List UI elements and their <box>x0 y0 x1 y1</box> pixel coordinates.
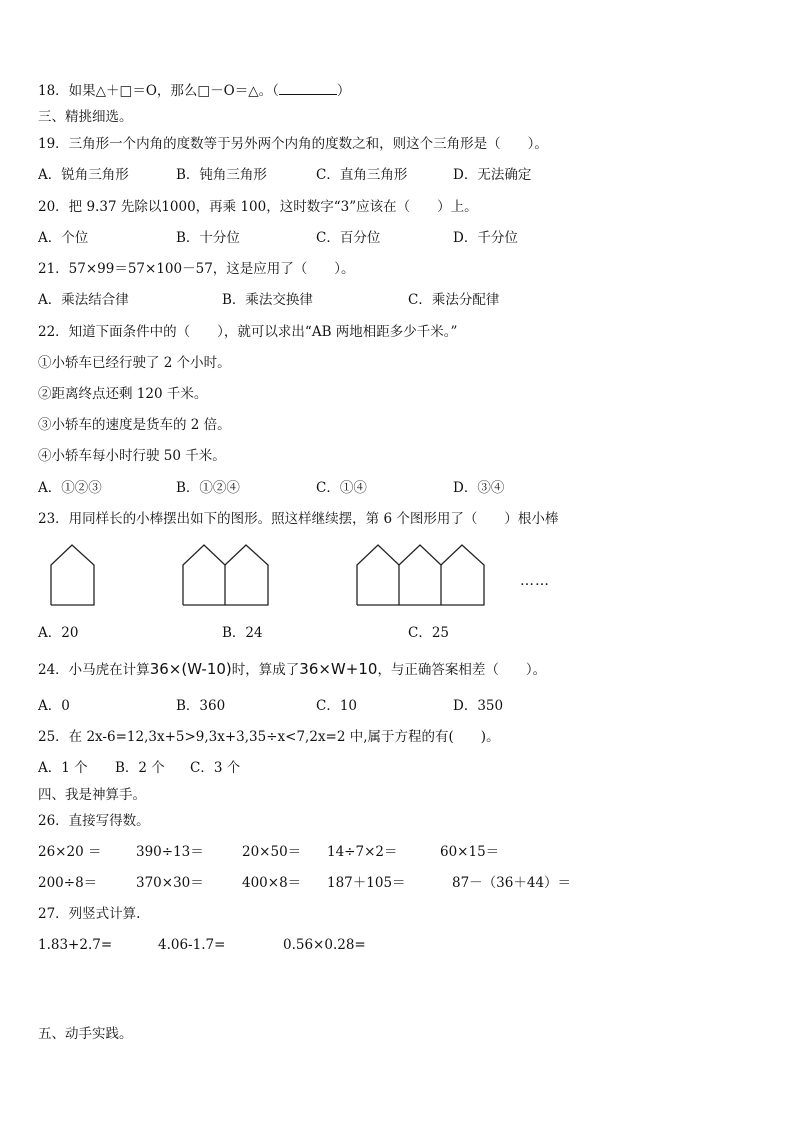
option-b: B．2 个 <box>115 760 165 776</box>
calc-item: 87－（36＋44）＝ <box>452 875 572 891</box>
calc-item: 187＋105＝ <box>327 875 406 891</box>
question-18-text: 18．如果△＋□＝O，那么□－O＝△。（ <box>38 83 279 99</box>
option-d: D．③④ <box>453 480 505 496</box>
calc-item: 26×20 ＝ <box>38 844 102 860</box>
house-figure-1 <box>50 543 96 607</box>
section-heading-5: 五、动手实践。 <box>38 1026 133 1042</box>
option-b: B．十分位 <box>176 230 240 246</box>
condition-2: ②距离终点还剩 120 千米。 <box>38 386 208 402</box>
option-b: B．360 <box>176 698 226 714</box>
option-b: B．①②④ <box>176 480 240 496</box>
formula-correct: 36×(W-10) <box>149 660 232 678</box>
section-heading-3: 三、精挑细选。 <box>38 109 133 125</box>
option-d: D．千分位 <box>453 230 518 246</box>
calc-item: 20×50＝ <box>242 844 302 860</box>
vertical-calc-item: 0.56×0.28= <box>283 937 366 953</box>
question-27-stem: 27．列竖式计算. <box>38 906 141 922</box>
house-figure-2 <box>182 543 270 607</box>
answer-blank[interactable] <box>279 82 337 95</box>
option-a: A．锐角三角形 <box>38 167 129 183</box>
option-a: A．20 <box>38 625 79 641</box>
condition-3: ③小轿车的速度是货车的 2 倍。 <box>38 417 231 433</box>
option-c: C．25 <box>408 625 450 641</box>
calc-item: 400×8＝ <box>242 875 302 891</box>
option-c: C．①④ <box>316 480 367 496</box>
option-a: A．1 个 <box>38 760 88 776</box>
calc-item: 370×30＝ <box>136 875 204 891</box>
vertical-calc-item: 4.06-1.7= <box>158 937 226 953</box>
question-18: 18．如果△＋□＝O，那么□－O＝△。（ ） <box>38 83 351 99</box>
option-d: D．无法确定 <box>453 167 532 183</box>
vertical-calc-item: 1.83+2.7= <box>38 937 113 953</box>
section-heading-4: 四、我是神算手。 <box>38 787 146 803</box>
option-a: A．①②③ <box>38 480 102 496</box>
continuation-dots: …… <box>520 573 550 589</box>
calc-item: 200÷8＝ <box>38 875 98 891</box>
option-a: A．0 <box>38 698 70 714</box>
question-25-stem: 25．在 2x-6=12,3x+5>9,3x+3,35÷x<7,2x=2 中,属于方程的有( )。 <box>38 729 500 745</box>
option-a: A．个位 <box>38 230 89 246</box>
option-c: C．乘法分配律 <box>408 292 500 308</box>
option-c: C．直角三角形 <box>316 167 408 183</box>
question-20-stem: 20．把 9.37 先除以1000，再乘 100，这时数字“3”应该在（ ）上。 <box>38 199 478 215</box>
question-19-stem: 19．三角形一个内角的度数等于另外两个内角的度数之和，则这个三角形是（ ）。 <box>38 136 548 152</box>
condition-1: ①小轿车已经行驶了 2 个小时。 <box>38 355 231 371</box>
formula-wrong: 36×W+10 <box>299 660 378 678</box>
question-22-stem: 22．知道下面条件中的（ ），就可以求出“AB 两地相距多少千米。” <box>38 324 458 340</box>
option-d: D．350 <box>453 698 504 714</box>
option-b: B．24 <box>222 625 263 641</box>
option-c: C．10 <box>316 698 358 714</box>
option-b: B．钝角三角形 <box>176 167 267 183</box>
question-24-stem: 24．小马虎在计算36×(W-10)时，算成了36×W+10，与正确答案相差（ ）。 <box>38 660 547 678</box>
calc-item: 14÷7×2＝ <box>327 844 398 860</box>
option-c: C．百分位 <box>316 230 381 246</box>
option-c: C．3 个 <box>190 760 241 776</box>
option-a: A．乘法结合律 <box>38 292 129 308</box>
question-26-stem: 26．直接写得数。 <box>38 813 150 829</box>
question-21-stem: 21．57×99＝57×100－57，这是应用了（ ）。 <box>38 261 355 277</box>
question-23-stem: 23．用同样长的小棒摆出如下的图形。照这样继续摆，第 6 个图形用了（ ）根小棒 <box>38 511 559 527</box>
calc-item: 60×15＝ <box>440 844 500 860</box>
house-figure-3 <box>356 543 486 607</box>
option-b: B．乘法交换律 <box>222 292 313 308</box>
calc-item: 390÷13＝ <box>136 844 204 860</box>
condition-4: ④小轿车每小时行驶 50 千米。 <box>38 448 226 464</box>
